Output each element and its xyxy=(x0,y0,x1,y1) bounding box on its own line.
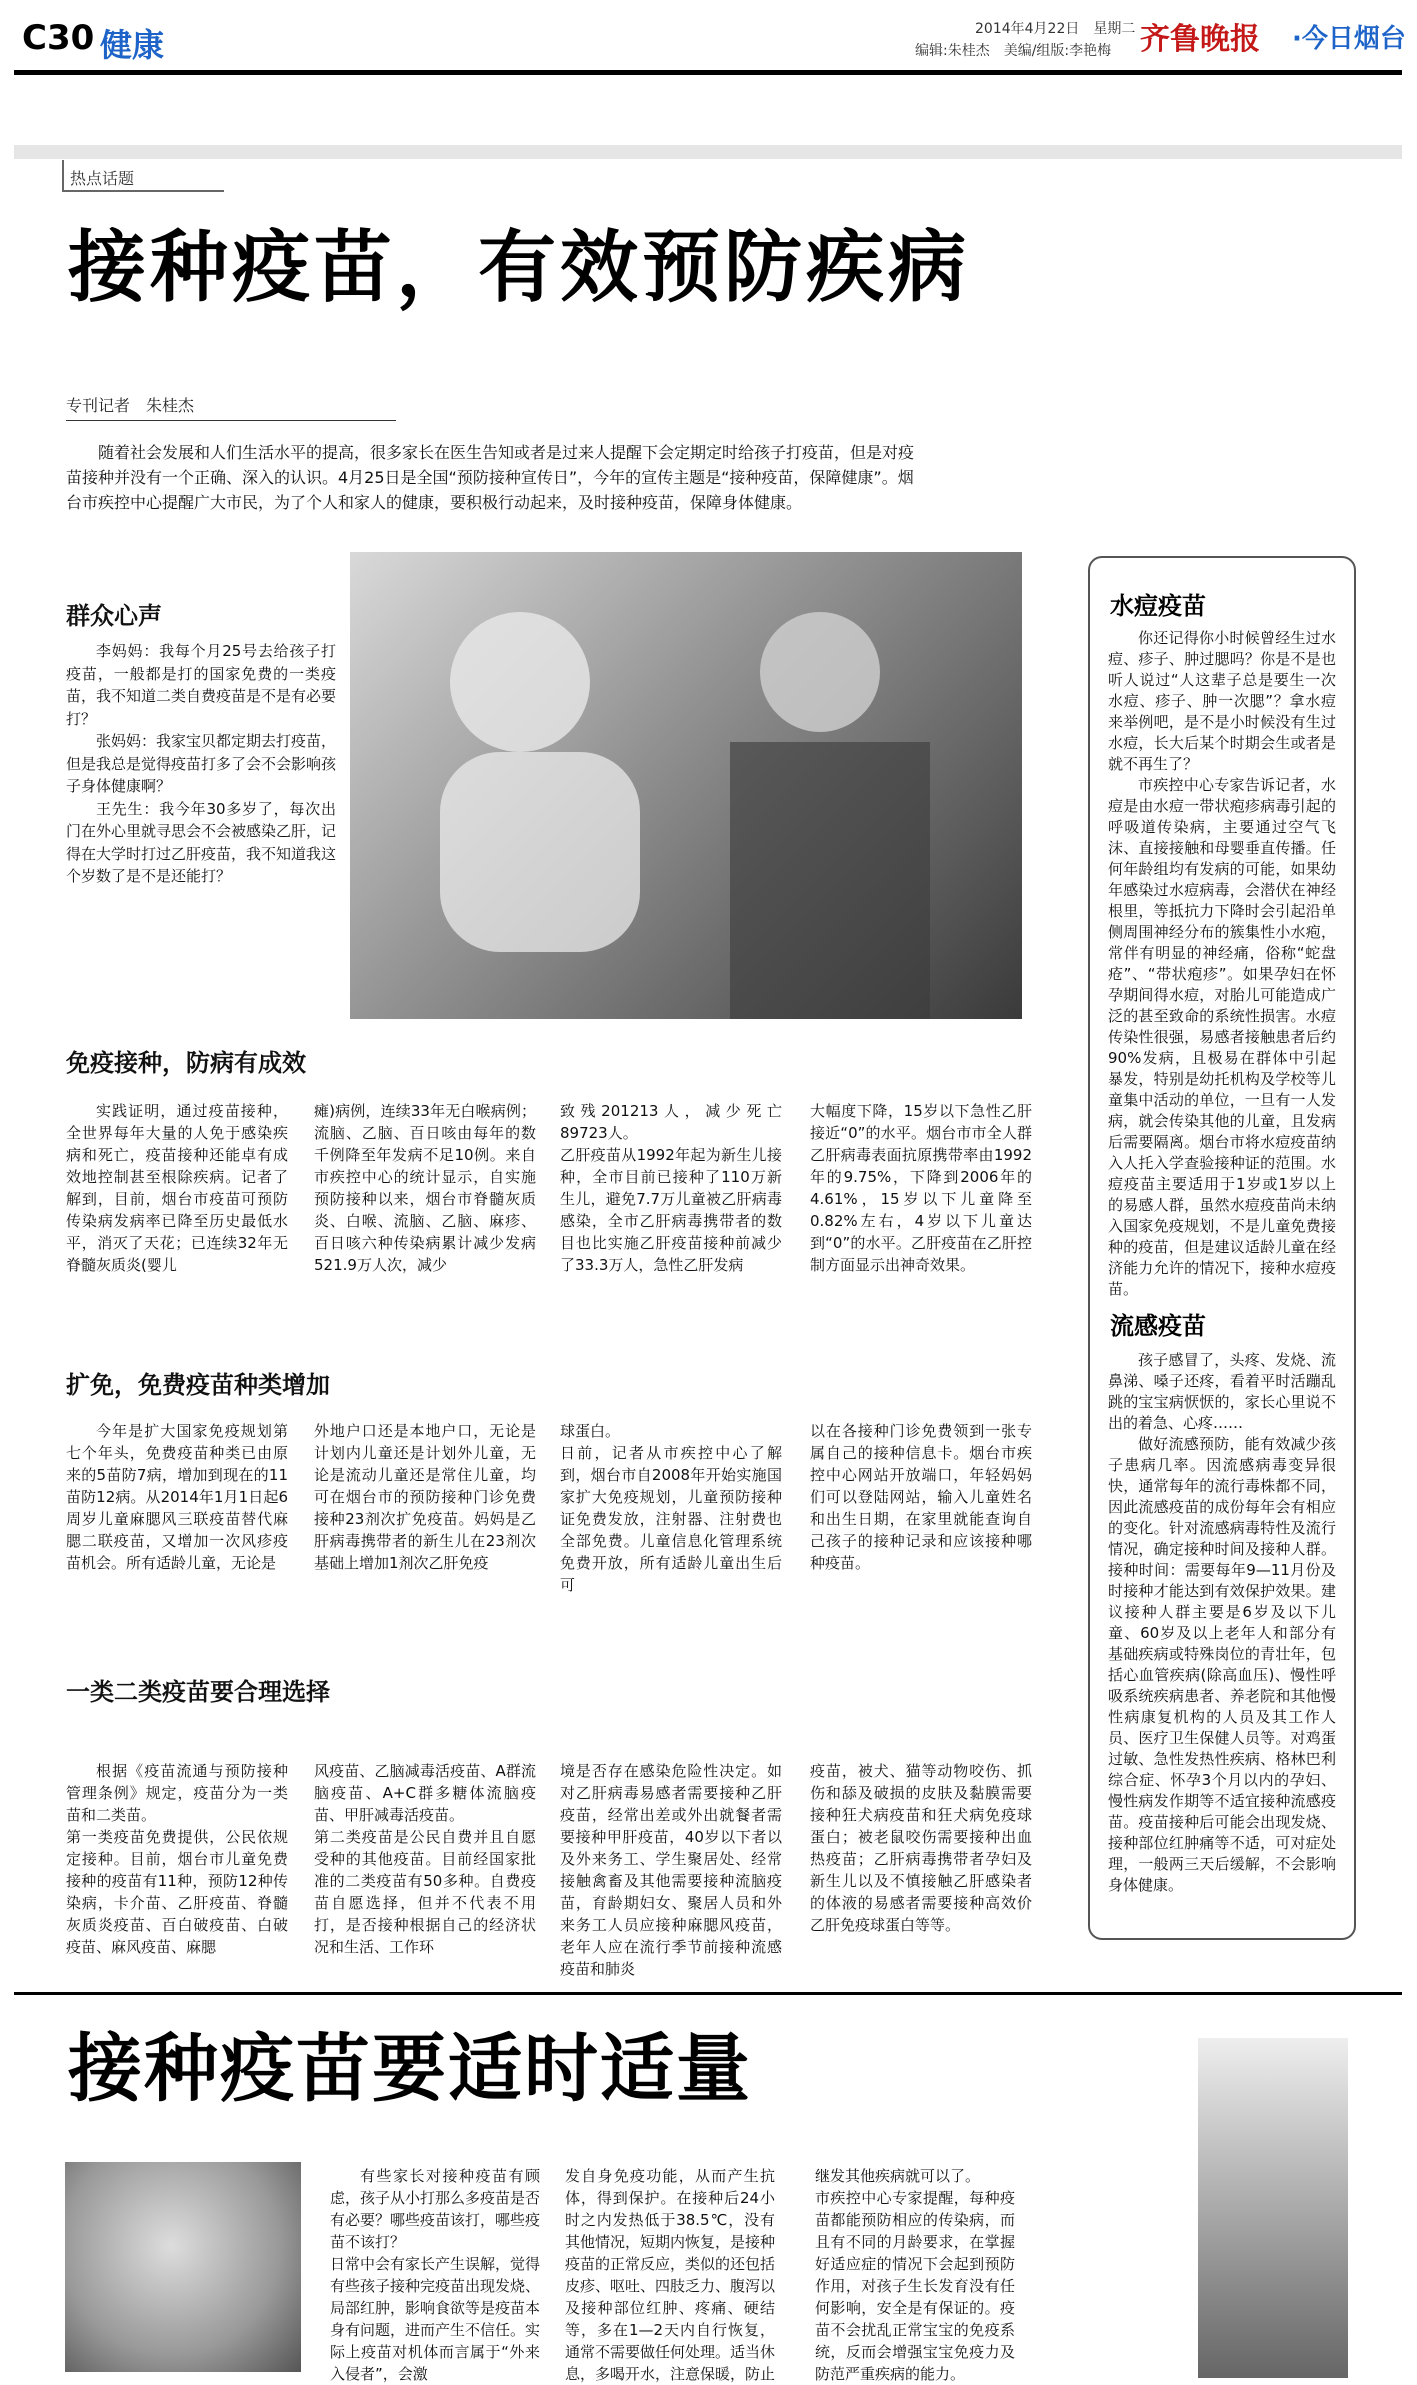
sec2-title: 扩免，免费疫苗种类增加 xyxy=(66,1371,330,1399)
staff-credits: 编辑:朱桂杰 美编/组版:李艳梅 xyxy=(915,43,1112,59)
sidebar-text-chickenpox xyxy=(1108,628,1336,1300)
sec2-text-1: 今年是扩大国家免疫规划第七个年头，免费疫苗种类已由原来的5苗防7病，增加到现在的11苗防12病。从2014年1月1日起6周岁儿童麻腮风三联疫苗替代麻腮二联疫苗，又增加一次风疹疫苗机会。所有适龄儿童，无论是 xyxy=(66,1422,288,1572)
sidebar-text-flu xyxy=(1108,1350,1336,1896)
sec2-col-1 xyxy=(66,1420,288,1574)
sec3-text-1: 根据《疫苗流通与预防接种管理条例》规定，疫苗分为一类苗和二类苗。 第一类疫苗免费提供，公民依规定接种。目前，烟台市儿童免费接种的疫苗有11种，预防12种传染病，卡介苗、乙肝疫苗、脊髓灰质炎疫苗、百白破疫苗、白破疫苗、麻风疫苗、麻腮 xyxy=(66,1762,288,1956)
chickenpox-para-1: 你还记得你小时候曾经生过水痘、疹子、肿过腮吗？你是不是也听人说过“人这辈子总是要生一次水痘、疹子、肿一次腮”？拿水痘来举例吧，是不是小时候没有生过水痘，长大后某个时期会生或者是就不再生了？ xyxy=(1108,629,1336,773)
newspaper-edition: ·今日烟台 xyxy=(1292,24,1406,54)
page-number: C30 xyxy=(22,18,95,58)
a2-text-3: 继发其他疾病就可以了。 市疾控中心专家提醒，每种疫苗都能预防相应的传染病，而且有不同的月龄要求，在掌握好适应症的情况下会起到预防作用，对孩子生长发育没有任何影响，安全是有保证的。疫苗不会扰乱正常宝宝的免疫系统，反而会增强宝宝免疫力及防范严重疾病的能力。 xyxy=(815,2167,1015,2383)
sec1-col-4 xyxy=(810,1100,1032,1276)
header-rule xyxy=(14,70,1402,75)
sec2-col-2 xyxy=(314,1420,536,1574)
sec2-text-4: 以在各接种门诊免费领到一张专属自己的接种信息卡。烟台市疾控中心网站开放端口，年轻妈妈们可以登陆网站，输入儿童姓名和出生日期，在家里就能查询自己孩子的接种记录和应该接种哪种疫苗。 xyxy=(810,1422,1032,1572)
sec1-title: 免疫接种，防病有成效 xyxy=(66,1049,306,1077)
voice-1: 李妈妈：我每个月25号去给孩子打疫苗，一般都是打的国家免费的一类疫苗，我不知道二类自费疫苗是不是有必要打？ xyxy=(66,642,337,728)
sec1-col-1 xyxy=(66,1100,288,1276)
doctor-vaccinating-baby-photo xyxy=(350,552,1022,1019)
a2-col-2 xyxy=(565,2165,775,2385)
a2-col-3 xyxy=(815,2165,1015,2385)
voices-column xyxy=(66,640,336,888)
sec3-col-1 xyxy=(66,1760,288,1958)
sec1-text-2: 瘫)病例，连续33年无白喉病例；流脑、乙脑、百日咳由每年的数千例降至年发病不足10例。来自市疾控中心的统计显示，自实施预防接种以来，烟台市脊髓灰质炎、白喉、流脑、乙脑、麻疹、百日咳六种传染病累计减少发病521.9万人次，减少 xyxy=(314,1102,536,1274)
flu-para-2: 做好流感预防，能有效减少孩子患病几率。因流感病毒变异很快，通常每年的流行毒株都不同，因此流感疫苗的成份每年会有相应的变化。针对流感病毒特性及流行情况，确定接种时间及接种人群。接种时间：需要每年9—11月份及时接种才能达到有效保护效果。建议接种人群主要是6岁及以下儿童、60岁及以上老年人和部分有基础疾病或特殊岗位的青壮年，包括心血管疾病(除高血压)、慢性呼吸系统疾病患者、养老院和其他慢性病康复机构的人员及其工作人员、医疗卫生保健人员等。对鸡蛋过敏、急性发热性疾病、格林巴利综合症、怀孕3个月以内的孕妇、慢性病发作期等不适宜接种流感疫苗。疫苗接种后可能会出现发烧、接种部位红肿痛等不适，可对症处理，一般两三天后缓解，不会影响身体健康。 xyxy=(1108,1435,1336,1894)
byline: 专刊记者 朱桂杰 xyxy=(66,393,396,421)
sec3-text-3: 境是否存在感染危险性决定。如对乙肝病毒易感者需要接种乙肝疫苗，经常出差或外出就餐者需要接种甲肝疫苗，40岁以下者以及外来务工、学生聚居处、经常接触禽畜及其他需要接种流脑疫苗，育龄期妇女、聚居人员和外来务工人员应接种麻腮风疫苗，老年人应在流行季节前接种流感疫苗和肺炎 xyxy=(560,1762,782,1978)
a2-text-2: 发自身免疫功能，从而产生抗体，得到保护。在接种后24小时之内发热低于38.5℃，没有其他情况，短期内恢复，是接种疫苗的正常反应，类似的还包括皮疹、呕吐、四肢乏力、腹泻以及接种部位红肿、疼痛、硬结等，多在1—2天内自行恢复，通常不需要做任何处理。适当休息，多喝开水，注意保暖，防止 xyxy=(565,2167,776,2383)
second-headline: 接种疫苗要适时适量 xyxy=(68,2026,752,2112)
sec2-text-2: 外地户口还是本地户口，无论是计划内儿童还是计划外儿童，无论是流动儿童还是常住儿童，均可在烟台市的预防接种门诊免费接种23剂次扩免疫苗。妈妈是乙肝病毒携带者的新生儿在23剂次基础上增加1剂次乙肝免疫 xyxy=(314,1422,536,1572)
sec3-col-3 xyxy=(560,1760,782,1980)
sec3-text-2: 风疫苗、乙脑减毒活疫苗、A群流脑疫苗、A+C群多糖体流脑疫苗、甲肝减毒活疫苗。 第二类疫苗是公民自费并且自愿受种的其他疫苗。目前经国家批准的二类疫苗有50多种。自费疫苗自愿选择，但并不代表不用打，是否接种根据自己的经济状况和生活、工作环 xyxy=(314,1762,536,1956)
chickenpox-para-2: 市疾控中心专家告诉记者，水痘是由水痘一带状疱疹病毒引起的呼吸道传染病，主要通过空气飞沫、直接接触和母婴垂直传播。任何年龄组均有发病的可能，如果幼年感染过水痘病毒，会潜伏在神经根里，等抵抗力下降时会引起沿单侧周围神经分布的簇集性小水疱，常伴有明显的神经痛，俗称“蛇盘疮”、“带状疱疹”。如果孕妇在怀孕期间得水痘，对胎儿可能造成广泛的甚至致命的系统性损害。水痘传染性很强，易感者接触患者后约90%发病，且极易在群体中引起暴发，特别是幼托机构及学校等儿童集中活动的单位，一旦有一人发病，就会传染其他的儿童，且发病后需要隔离。烟台市将水痘疫苗纳入人托入学查验接种证的范围。水痘疫苗主要适用于1岁或1岁以上的易感人群，虽然水痘疫苗尚未纳入国家免疫规划，不是儿童免费接种的疫苗，但是建议适龄儿童在经济能力允许的情况下，接种水痘疫苗。 xyxy=(1108,776,1336,1298)
main-headline: 接种疫苗，有效预防疾病 xyxy=(68,222,971,313)
sec3-title: 一类二类疫苗要合理选择 xyxy=(66,1678,330,1706)
voice-2: 张妈妈：我家宝贝都定期去打疫苗，但是我总是觉得疫苗打多了会不会影响孩子身体健康啊？ xyxy=(66,732,337,795)
section-title: 健康 xyxy=(100,26,165,64)
sidebar-box xyxy=(1088,556,1356,1940)
arm-injection-photo xyxy=(1198,2038,1348,2378)
sec3-text-4: 疫苗，被犬、猫等动物咬伤、抓伤和舔及破损的皮肤及黏膜需要接种狂犬病疫苗和狂犬病免疫球蛋白；被老鼠咬伤需要接种出血热疫苗；乙肝病毒携带者孕妇及新生儿以及不慎接触乙肝感染者的体液的易感者需要接种高效价乙肝免疫球蛋白等等。 xyxy=(810,1762,1032,1934)
a2-text-1: 有些家长对接种疫苗有顾虑，孩子从小打那么多疫苗是否有必要？哪些疫苗该打，哪些疫苗不该打？ 日常中会有家长产生误解，觉得有些孩子接种完疫苗出现发烧、局部红肿，影响食欲等是疫苗本身有问题，进而产生不信任。实际上疫苗对机体而言属于“外来入侵者”，会激 xyxy=(330,2167,541,2383)
voice-3: 王先生：我今年30多岁了，每次出门在外心里就寻思会不会被感染乙肝，记得在大学时打过乙肝疫苗，我不知道我这个岁数了是不是还能打？ xyxy=(66,799,337,885)
issue-date: 2014年4月22日 星期二 xyxy=(975,21,1136,37)
sidebar-title-chickenpox: 水痘疫苗 xyxy=(1110,592,1206,620)
baby-photo xyxy=(65,2162,301,2372)
sec2-text-3: 球蛋白。 日前，记者从市疾控中心了解到，烟台市自2008年开始实施国家扩大免疫规划，儿童预防接种证免费发放，注射器、注射费也全部免费。儿童信息化管理系统免费开放，所有适龄儿童出生后可 xyxy=(560,1422,782,1594)
topic-tag: 热点话题 xyxy=(70,169,135,188)
section-divider xyxy=(14,1992,1402,1995)
flu-para-1: 孩子感冒了，头疼、发烧、流鼻涕、嗓子还疼，看着平时活蹦乱跳的宝宝病恹恹的，家长心里说不出的着急、心疼…… xyxy=(1108,1351,1336,1432)
voices-title: 群众心声 xyxy=(66,602,162,630)
sec2-col-4 xyxy=(810,1420,1032,1574)
sec1-text-4: 大幅度下降，15岁以下急性乙肝接近“0”的水平。烟台市市全人群乙肝病毒表面抗原携带率由1992年的9.75%，下降到2006年的4.61%，15岁以下儿童降至0.82%左右，4岁以下儿童达到“0”的水平。乙肝疫苗在乙肝控制方面显示出神奇效果。 xyxy=(810,1102,1032,1274)
sec1-text-3: 致残201213人，减少死亡89723人。 乙肝疫苗从1992年起为新生儿接种，全市目前已接种了110万新生儿，避免7.7万儿童被乙肝病毒感染，全市乙肝病毒携带者的数目也比实施乙肝疫苗接种前减少了33.3万人，急性乙肝发病 xyxy=(560,1102,782,1274)
sec1-text-1: 实践证明，通过疫苗接种，全世界每年大量的人免于感染疾病和死亡，疫苗接种还能卓有成效地控制甚至根除疾病。记者了解到，目前，烟台市疫苗可预防传染病发病率已降至历史最低水平，消灭了天花；已连续32年无脊髓灰质炎(婴儿 xyxy=(66,1102,288,1274)
newspaper-logo: 齐鲁晚报 xyxy=(1140,22,1260,57)
sec3-col-4 xyxy=(810,1760,1032,1936)
a2-col-1 xyxy=(330,2165,540,2385)
sec2-col-3 xyxy=(560,1420,782,1596)
photo-illustration-icon xyxy=(350,552,1022,1019)
sec1-col-2 xyxy=(314,1100,536,1276)
lede-paragraph: 随着社会发展和人们生活水平的提高，很多家长在医生告知或者是过来人提醒下会定期定时给孩子打疫苗，但是对疫苗接种并没有一个正确、深入的认识。4月25日是全国“预防接种宣传日”，今年的宣传主题是“接种疫苗，保障健康”。烟台市疾控中心提醒广大市民，为了个人和家人的健康，要积极行动起来，及时接种疫苗，保障身体健康。 xyxy=(66,443,915,512)
sidebar-title-flu: 流感疫苗 xyxy=(1110,1312,1206,1340)
top-band xyxy=(14,145,1402,159)
sec3-col-2 xyxy=(314,1760,536,1958)
sec1-col-3 xyxy=(560,1100,782,1276)
